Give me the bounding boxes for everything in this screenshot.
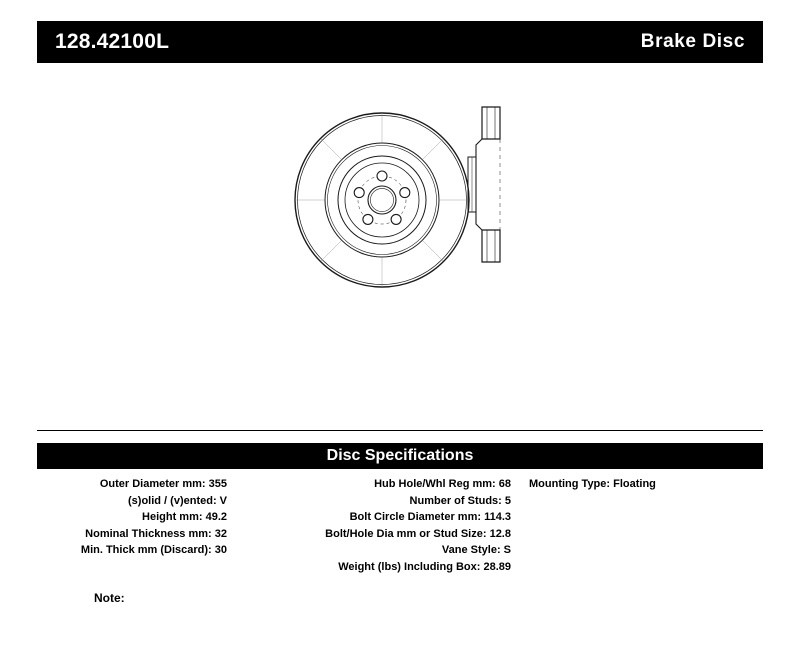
rotor-face-svg [287, 105, 477, 295]
header-bar [37, 21, 763, 63]
spec-item: Height mm: 49.2 [142, 511, 227, 523]
spec-item: Bolt Circle Diameter mm: 114.3 [349, 511, 511, 523]
specs-columns [37, 469, 763, 575]
spec-item: Nominal Thickness mm: 32 [85, 527, 227, 540]
section-divider [37, 430, 763, 431]
spec-item: Outer Diameter mm: 355 [99, 478, 227, 490]
rotor-face-view [287, 105, 477, 300]
note-label: Note: [94, 591, 125, 605]
technical-drawing [37, 75, 763, 430]
spec-item: Bolt/Hole Dia mm or Stud Size: 12.8 [325, 527, 511, 540]
rotor-edge-view [462, 97, 532, 317]
spec-item: Number of Studs: 5 [409, 494, 511, 507]
part-number: 128.42100L [55, 30, 170, 53]
specs-title: Disc Specifications [37, 443, 763, 469]
disc-specifications [37, 443, 763, 605]
rotor-edge-svg [462, 97, 532, 312]
spec-item: Hub Hole/Whl Reg mm: 68 [374, 478, 511, 490]
spec-item: Mounting Type: Floating [529, 478, 656, 490]
product-type: Brake Disc [640, 31, 745, 52]
specs-column-3 [521, 476, 763, 575]
spec-item: Weight (lbs) Including Box: 28.89 [338, 560, 511, 573]
specs-column-1 [37, 476, 279, 575]
spec-item: Min. Thick mm (Discard): 30 [80, 544, 227, 556]
specs-column-2 [279, 476, 521, 575]
spec-item: (s)olid / (v)ented: V [128, 494, 227, 507]
spec-item: Vane Style: S [441, 544, 511, 556]
